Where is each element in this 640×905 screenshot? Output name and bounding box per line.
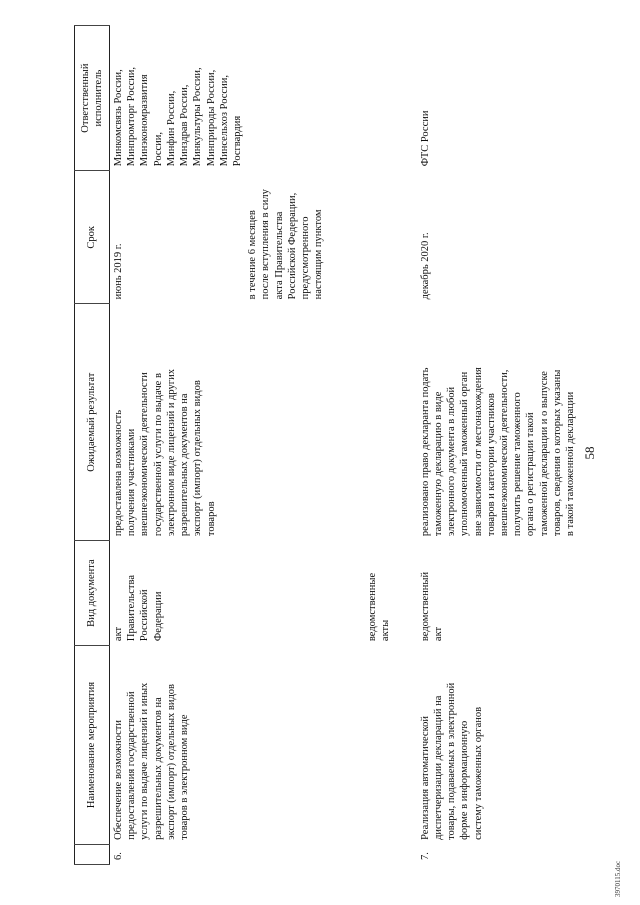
- cell-responsible: [110, 26, 247, 171]
- cell-doc-type-line: Правительства: [126, 575, 138, 642]
- table-row: [246, 26, 394, 865]
- cell-name-line: Реализация автоматической: [419, 715, 431, 840]
- cell-term-line: декабрь 2020 г.: [419, 232, 431, 300]
- cell-result-line: получить решение таможенного: [512, 392, 524, 537]
- header-term: Срок: [75, 171, 110, 304]
- cell-responsible-line: ФТС России: [419, 110, 431, 167]
- cell-term-line: предусмотренного: [300, 216, 312, 300]
- cell-responsible-line: Минэкономразвития: [139, 74, 151, 167]
- cell-doc-type: [110, 541, 247, 646]
- cell-name-line: экспорт (импорт) отдельных видов: [165, 683, 177, 840]
- cell-name: [110, 646, 247, 845]
- cell-result-line: реализовано право декларанта подать: [419, 367, 431, 537]
- cell-doc-type-line: акт: [113, 626, 124, 642]
- cell-doc-type-line: Российской: [139, 589, 151, 642]
- footer-file-code: 3970115.doc: [614, 860, 622, 897]
- header-responsible-line: исполнитель: [93, 69, 104, 127]
- cell-doc-type-line: ведомственные: [367, 572, 379, 642]
- header-num: [75, 844, 110, 864]
- cell-result-line: таможенной декларации и о выпуске: [538, 371, 550, 537]
- header-name: Наименование мероприятия: [75, 646, 110, 845]
- cell-term: [417, 171, 580, 304]
- cell-doc-type: [417, 541, 580, 646]
- cell-name-line: товары, подаваемых в электронной: [446, 682, 458, 840]
- cell-doc-type-line: акты: [380, 619, 392, 642]
- cell-result-line: экспорт (импорт) отдельных видов: [192, 380, 204, 537]
- cell-term: [110, 171, 247, 304]
- cell-responsible-line: Минздрав России,: [179, 84, 191, 167]
- cell-term-line: акта Правительства: [273, 211, 285, 300]
- cell-responsible: [246, 26, 394, 171]
- cell-result-line: товаров и категории участников: [485, 393, 497, 537]
- cell-result-line: электронном виде лицензий и других: [165, 369, 177, 537]
- header-result: Ожидаемый результат: [75, 304, 110, 541]
- cell-result-line: получения участниками: [126, 428, 138, 537]
- cell-num: [246, 844, 394, 864]
- cell-result-line: внешнеэкономической деятельности: [139, 372, 151, 537]
- cell-result-line: внешнеэкономической деятельности,: [498, 369, 510, 537]
- cell-responsible-line: Минсельхоз России,: [218, 75, 230, 167]
- header-responsible-line: Ответственный: [79, 63, 91, 133]
- cell-doc-type: [246, 541, 394, 646]
- cell-result-line: разрешительных документов на: [179, 393, 191, 537]
- table-row: [110, 26, 247, 865]
- cell-responsible-line: Минкультуры России,: [192, 67, 204, 167]
- cell-doc-type-line: Федерации: [152, 591, 164, 642]
- cell-name-line: разрешительных документов на: [152, 697, 164, 840]
- cell-name-line: предоставления государственной: [126, 691, 138, 840]
- cell-result-line: товаров, сведения о которых указаны: [551, 369, 563, 537]
- cell-responsible-line: России,: [152, 131, 164, 167]
- cell-result-line: таможенную декларацию в виде: [432, 391, 444, 537]
- cell-name: [246, 646, 394, 845]
- row-spacer: [395, 26, 417, 865]
- cell-result-line: уполномоченный таможенный орган: [459, 371, 471, 537]
- cell-responsible-line: Минприроды России,: [205, 69, 217, 167]
- cell-name-line: форме в информационную: [459, 720, 471, 840]
- cell-result-line: предоставлена возможность: [113, 410, 124, 537]
- cell-doc-type-line: ведомственный: [419, 571, 431, 642]
- cell-term-line: июнь 2019 г.: [113, 243, 124, 300]
- cell-name-line: систему таможенных органов: [472, 706, 484, 840]
- table-row: [417, 26, 580, 865]
- cell-name-line: Обеспечение возможности: [113, 720, 124, 840]
- cell-responsible: [417, 26, 580, 171]
- cell-result: [417, 304, 580, 541]
- cell-result: [110, 304, 247, 541]
- cell-result-line: электронного документа в любой: [446, 386, 458, 537]
- table-body: [110, 26, 580, 865]
- cell-name-line: товаров в электронном виде: [179, 714, 191, 840]
- cell-term-line: в течение 6 месяцев: [247, 210, 259, 300]
- cell-responsible-line: Минпромторг России,: [126, 66, 138, 167]
- cell-responsible-line: Росгвардия: [231, 115, 243, 167]
- cell-result: [246, 304, 394, 541]
- cell-doc-type-line: акт: [432, 626, 444, 642]
- cell-term-line: Российской Федерации,: [286, 192, 298, 300]
- cell-term: [246, 171, 394, 304]
- cell-responsible-line: Минкомсвязь России,: [113, 69, 124, 167]
- table-header-row: [75, 26, 110, 865]
- cell-result-line: в такой таможенной декларации: [565, 391, 577, 537]
- cell-term-line: после вступления в силу: [260, 189, 272, 300]
- cell-name: [417, 646, 580, 845]
- cell-num: 6.: [113, 852, 124, 860]
- cell-result-line: товаров: [205, 501, 217, 537]
- header-responsible: [75, 26, 110, 171]
- cell-name-line: услуги по выдаче лицензий и иных: [139, 682, 151, 840]
- measures-table: [74, 25, 579, 865]
- page-number: 58: [582, 446, 597, 460]
- header-doc-type: Вид документа: [75, 541, 110, 646]
- cell-responsible-line: Минфин России,: [165, 90, 177, 167]
- cell-term-line: настоящим пунктом: [313, 209, 325, 300]
- cell-num: 7.: [419, 852, 431, 860]
- cell-result-line: государственной услуги по выдаче в: [152, 373, 164, 537]
- cell-name-line: диспетчеризации деклараций на: [432, 695, 444, 840]
- cell-result-line: органа о регистрации такой: [525, 412, 537, 537]
- cell-result-line: вне зависимости от местонахождения: [472, 367, 484, 537]
